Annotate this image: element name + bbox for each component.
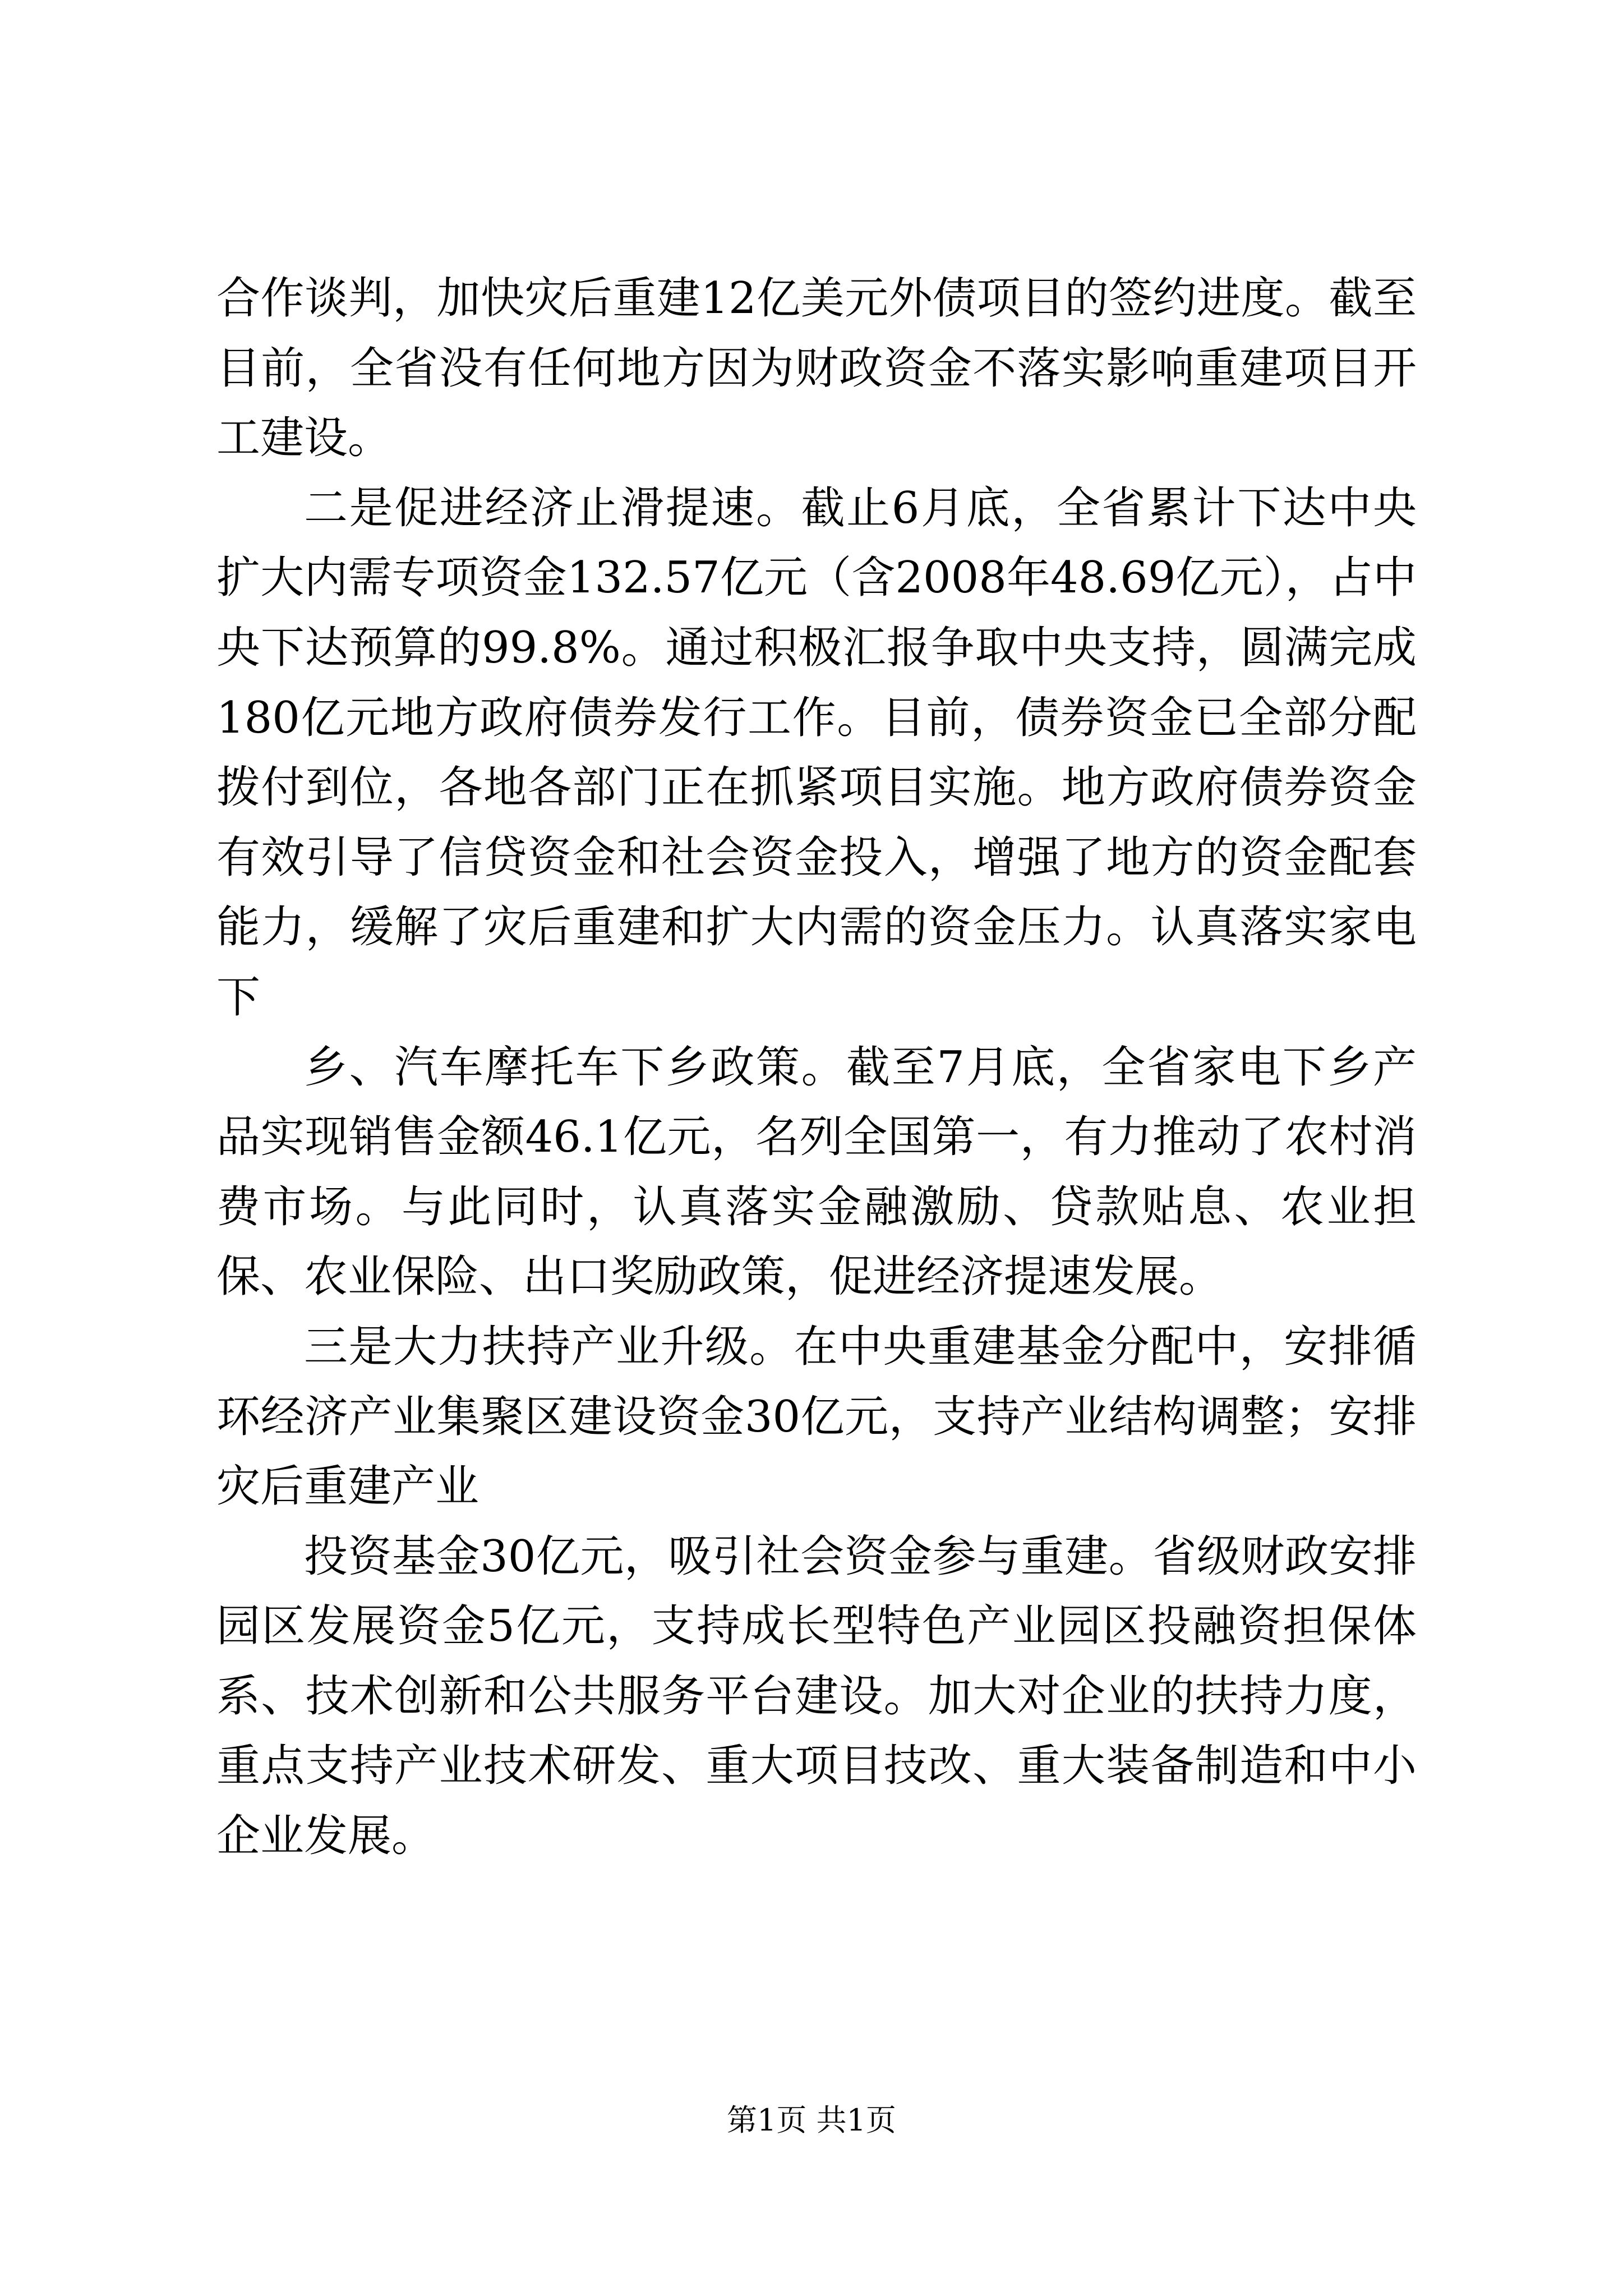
paragraph-5: 投资基金30亿元，吸引社会资金参与重建。省级财政安排园区发展资金5亿元，支持成长型特色产业园区投融资担保体系、技术创新和公共服务平台建设。加大对企业的扶持力度，重点支持产业技术研发、重大项目技改、重大装备制造和中小企业发展。 [216, 1531, 1417, 1862]
paragraph-2: 二是促进经济止滑提速。截止6月底，全省累计下达中央扩大内需专项资金132.57亿元（含2008年48.69亿元），占中央下达预算的99.8%。通过积极汇报争取中央支持，圆满完成180亿元地方政府债券发行工作。目前，债券资金已全部分配拨付到位，各地各部门正在抓紧项目实施。地方政府债券资金有效引导了信贷资金和社会资金投入，增强了地方的资金配套能力，缓解了灾后重建和扩大内需的资金压力。认真落实家电下 [216, 482, 1417, 1023]
paragraph-4: 三是大力扶持产业升级。在中央重建基金分配中，安排循环经济产业集聚区建设资金30亿元，支持产业结构调整；安排灾后重建产业 [216, 1321, 1417, 1512]
document-body [216, 264, 1417, 1871]
paragraph-1: 合作谈判，加快灾后重建12亿美元外债项目的签约进度。截至目前，全省没有任何地方因为财政资金不落实影响重建项目开工建设。 [216, 273, 1417, 464]
page-footer: 第1页 共1页 [727, 2102, 896, 2138]
paragraph-3: 乡、汽车摩托车下乡政策。截至7月底，全省家电下乡产品实现销售金额46.1亿元，名列全国第一，有力推动了农村消费市场。与此同时，认真落实金融激励、贷款贴息、农业担保、农业保险、出口奖励政策，促进经济提速发展。 [216, 1042, 1417, 1303]
